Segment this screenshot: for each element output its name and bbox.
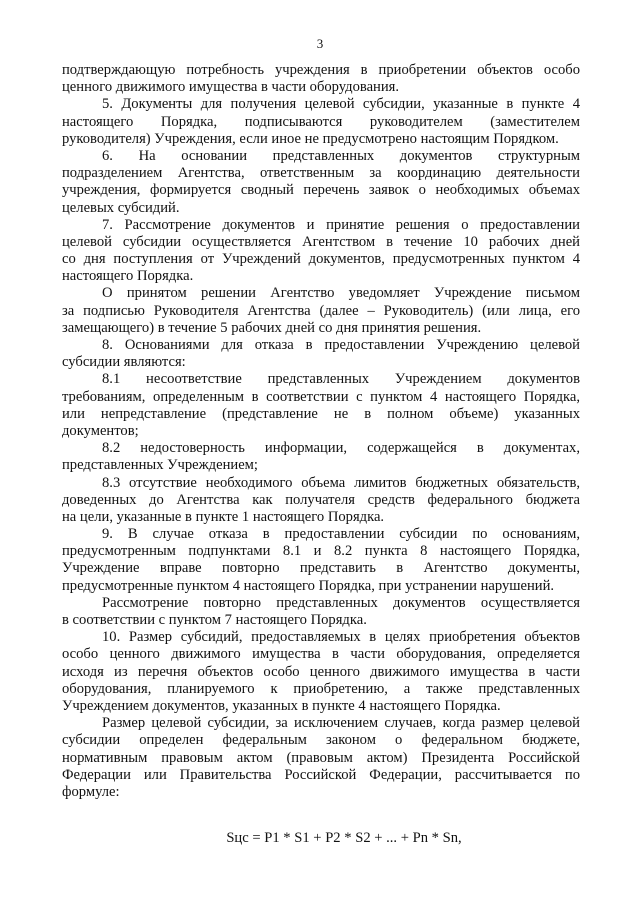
text-line: в соответствии с пунктом 7 настоящего Порядка. [62, 612, 367, 628]
text-line: настоящего Порядка. [62, 268, 194, 285]
text-line: настоящего Порядка, подписываются руководителем (заместителем [62, 113, 580, 130]
text-line: исходя из перечня объектов особо ценного движимого имущества в части [62, 663, 580, 680]
text-line: представленных Учреждением; [62, 457, 258, 474]
text-line: подтверждающую потребность учреждения в приобретении объектов особо [62, 62, 580, 78]
text-line: О принятом решении Агентство уведомляет Учреждение письмом [102, 285, 580, 302]
text-line: предусмотренные пунктом 4 настоящего Порядка, при устранении нарушений. [62, 577, 555, 594]
text-line: формуле: [62, 783, 120, 800]
document-body [62, 62, 580, 801]
text-line: Рассмотрение повторно представленных документов осуществляется [102, 594, 580, 611]
text-line: субсидии являются: [62, 354, 186, 371]
text-line: Федерации или Правительства Российской Федерации, рассчитывается по [62, 766, 580, 783]
text-line: со дня поступления от Учреждений документов, предусмотренных пунктом 4 [62, 251, 580, 268]
text-line: 9. В случае отказа в предоставлении субсидии по основаниям, [102, 526, 580, 543]
text-line: требованиям, определенным в соответствии с пунктом 4 настоящего Порядка, [62, 388, 580, 405]
text-line: субсидии определен федеральным законом о федеральном бюджете, [62, 732, 580, 749]
text-line: доведенных до Агентства как получателя средств федерального бюджета [62, 491, 580, 508]
text-line: 6. На основании представленных документов структурным [102, 147, 580, 164]
text-line: учреждения, формируется сводный перечень заявок о необходимых объемах [62, 182, 580, 199]
text-line: 5. Документы для получения целевой субсидии, указанные в пункте 4 [102, 96, 580, 113]
text-line: 8.2 недостоверность информации, содержащейся в документах, [102, 440, 580, 457]
text-line: целевой субсидии осуществляется Агентством в течение 10 рабочих дней [62, 233, 580, 250]
text-line: руководителя) Учреждения, если иное не предусмотрено настоящим Порядком. [62, 130, 559, 147]
text-line: особо ценного движимого имущества в части оборудования, определяется [62, 646, 580, 663]
text-line: ценного движимого имущества в части оборудования. [62, 79, 400, 96]
page-number: 3 [316, 36, 324, 51]
text-line: целевых субсидий. [62, 199, 180, 216]
text-line: 10. Размер субсидий, предоставляемых в целях приобретения объектов [102, 629, 580, 646]
text-line: замещающего) в течение 5 рабочих дней со дня принятия решения. [62, 319, 482, 336]
text-line: на цели, указанные в пункте 1 настоящего Порядка. [62, 508, 385, 525]
text-line: 7. Рассмотрение документов и принятие решения о предоставлении [102, 216, 580, 233]
text-line: оборудования, планируемого к приобретению, а также представленных [62, 680, 580, 697]
text-line: Учреждением документов, указанных в пункте 4 настоящего Порядка. [62, 697, 501, 714]
text-line: подразделением Агентства, ответственным за координацию деятельности [62, 165, 580, 182]
text-line: 8.3 отсутствие необходимого объема лимитов бюджетных обязательств, [102, 474, 580, 491]
text-line: 8. Основаниями для отказа в предоставлении Учреждению целевой [102, 337, 580, 353]
subsidy-formula: Sцс = P1 * S1 + P2 * S2 + ... + Pn * Sn, [226, 830, 462, 846]
text-line: Размер целевой субсидии, за исключением случаев, когда размер целевой [102, 715, 580, 732]
text-line: за подписью Руководителя Агентства (далее – Руководитель) (или лица, его [62, 302, 580, 319]
text-line: Учреждение вправе повторно представить в Агентство документы, [62, 560, 580, 577]
text-line: документов; [62, 422, 139, 439]
text-line: нормативным правовым актом (правовым актом) Президента Российской [62, 749, 580, 766]
text-line: 8.1 несоответствие представленных Учреждением документов [102, 371, 580, 388]
text-line: или непредставление (представление не в полном объеме) указанных [62, 405, 580, 422]
text-line: предусмотренным подпунктами 8.1 и 8.2 пункта 8 настоящего Порядка, [62, 543, 580, 560]
